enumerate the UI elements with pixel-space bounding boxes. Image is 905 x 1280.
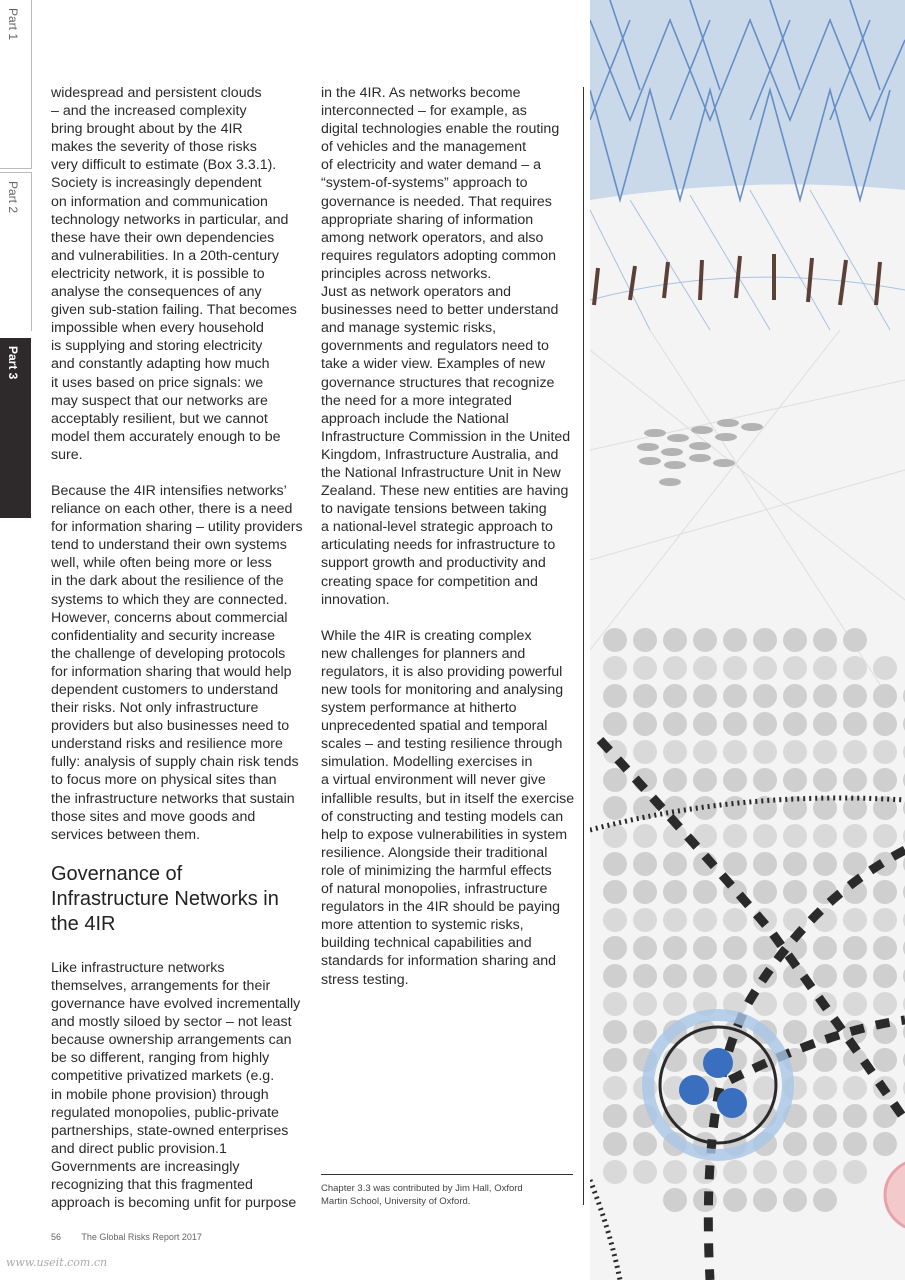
column-divider bbox=[583, 87, 584, 1205]
page-number: 56 bbox=[51, 1232, 62, 1242]
tab-part-1-label: Part 1 bbox=[6, 8, 20, 41]
section-heading: Governance of Infrastructure Networks in the 4IR bbox=[51, 862, 279, 935]
tab-part-2-label: Part 2 bbox=[6, 181, 20, 214]
tab-part-3-active[interactable] bbox=[0, 338, 31, 518]
tab-part-2[interactable] bbox=[0, 172, 32, 331]
footnote-divider bbox=[321, 1174, 573, 1175]
footnote: Chapter 3.3 was contributed by Jim Hall, Oxford Martin School, University of Oxford. bbox=[321, 1183, 523, 1207]
tab-part-3-label: Part 3 bbox=[6, 346, 20, 380]
paragraph: in the 4IR. As networks become interconnected – for example, as digital technologies enable the routing of vehicles and the management of electricity and water demand – a “system-of-systems” approach to governance is needed. That requires appropriate sharing of information among network operators, and also requires regulators adopting common principles across networks. Just as network operators and businesses need to better understand and manage systemic risks, governments and regulators need to take a wider view. Examples of new governance structures that recognize the need for a more integrated approach include the National Infrastructure Commission in the United Kingdom, Infrastructure Australia, and the National Infrastructure Unit in New Zealand. These new entities are having to navigate tensions between taking a national-level strategic approach to articulating needs for infrastructure to support growth and productivity and creating space for competition and innovation. bbox=[321, 85, 571, 608]
report-title: The Global Risks Report 2017 bbox=[81, 1232, 202, 1242]
text-column-2 bbox=[321, 84, 579, 1007]
part-tabs bbox=[0, 0, 31, 1280]
paragraph: Because the 4IR intensifies networks’ reliance on each other, there is a need for information sharing – utility providers tend to understand their own systems well, while often being more or less in the dark about the resilience of the systems to which they are connected. However, concerns about commercial confidentiality and security increase the challenge of developing protocols for information sharing that would help dependent customers to understand their risks. Not only infrastructure providers but also businesses need to understand risks and resilience more fully: analysis of supply chain risk tends to focus more on physical sites than the infrastructure networks that sustain those sites and move goods and services between them. bbox=[51, 482, 303, 843]
tab-part-1[interactable] bbox=[0, 0, 32, 169]
network-illustration bbox=[590, 0, 905, 1280]
page-footer bbox=[51, 1232, 220, 1242]
text-column-1 bbox=[51, 84, 309, 1230]
paragraph: widespread and persistent clouds – and the increased complexity bring brought about by the 4IR makes the severity of those risks very difficult to estimate (Box 3.3.1). Society is increasingly dependent on information and communication technology networks in particular, and these have their own dependencies and vulnerabilities. In a 20th-century electricity network, it is possible to analyse the consequences of any given sub-station failing. That becomes impossible when every household is supplying and storing electricity and constantly adapting how much it uses based on price signals: we may suspect that our networks are acceptably resilient, but we cannot model them accurately enough to be sure. bbox=[51, 85, 297, 463]
paragraph: Like infrastructure networks themselves, arrangements for their governance have evolved incrementally and mostly siloed by sector – not least because ownership arrangements can be so different, ranging from highly competitive privatized markets (e.g. in mobile phone provision) through regulated monopolies, public-private partnerships, state-owned enterprises and direct public provision.1 Governments are increasingly recognizing that this fragmented approach is becoming unfit for purpose bbox=[51, 959, 301, 1212]
paragraph: While the 4IR is creating complex new challenges for planners and regulators, it is also providing powerful new tools for monitoring and analysing system performance at hitherto unprecedented spatial and temporal scales – and testing resilience through simulation. Modelling exercises in a virtual environment will never give infallible results, but in itself the exercise of constructing and testing models can help to expose vulnerabilities in system resilience. Alongside their traditional role of minimizing the harmful effects of natural monopolies, infrastructure regulators in the 4IR should be paying more attention to systemic risks, building technical capabilities and standards for information sharing and stress testing. bbox=[321, 627, 575, 988]
watermark: www.useit.com.cn bbox=[6, 1256, 108, 1269]
